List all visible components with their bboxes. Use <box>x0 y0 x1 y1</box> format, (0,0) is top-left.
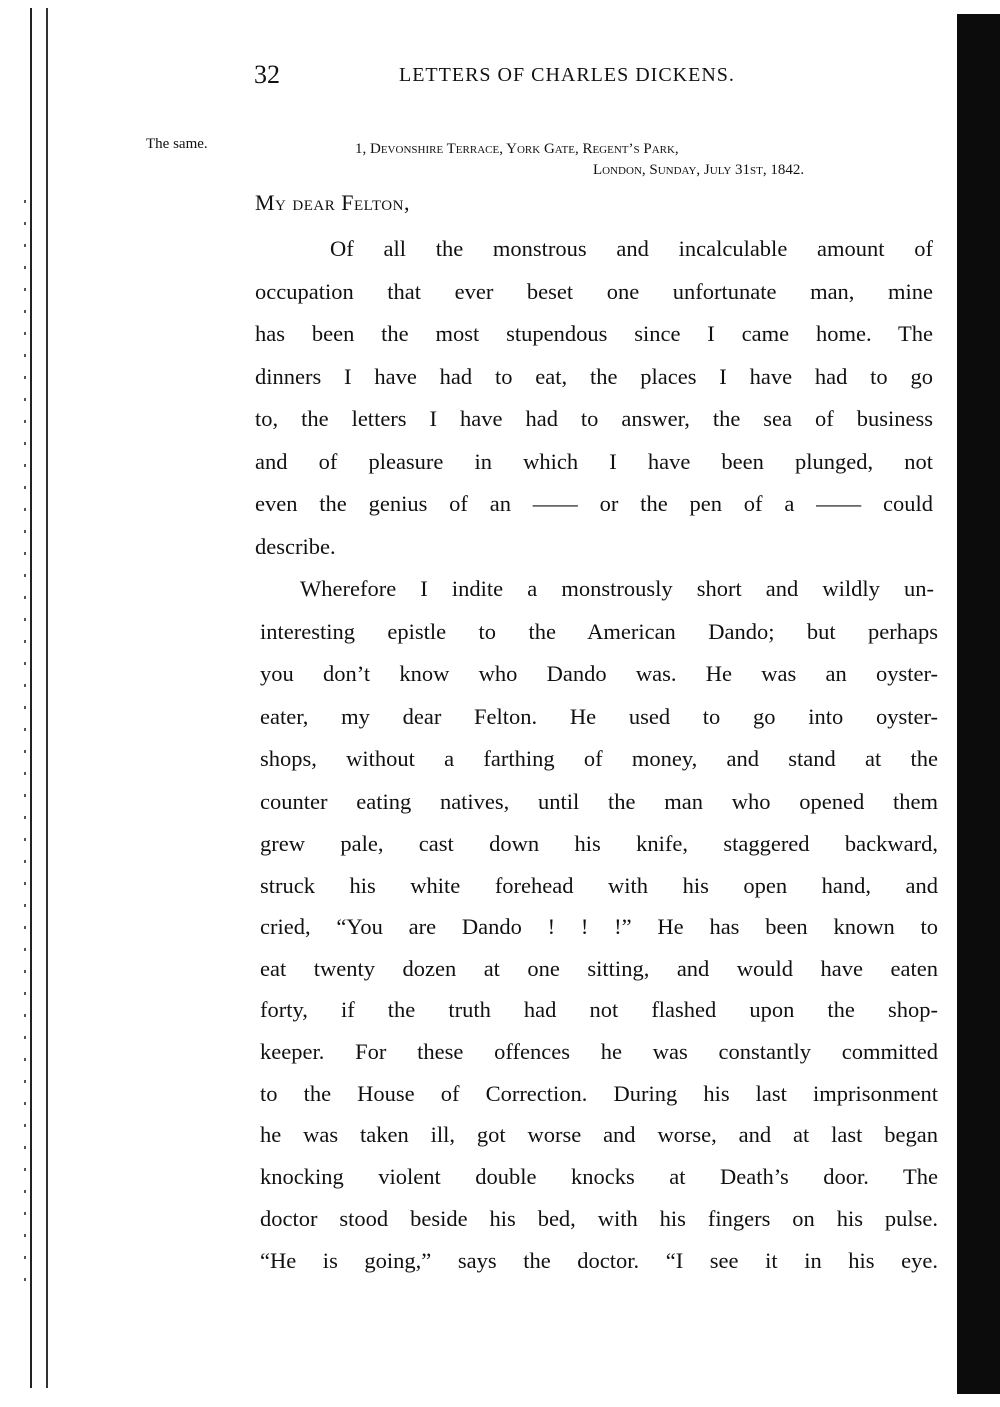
body-line: doctor stood beside his bed, with his fingers on his pulse. <box>260 1206 938 1231</box>
page-edge-right-shadow <box>957 14 1000 1394</box>
body-line: “He is going,” says the doctor. “I see it in his eye. <box>260 1248 938 1273</box>
body-line: knocking violent double knocks at Death’s door. The <box>260 1164 938 1189</box>
body-line: interesting epistle to the American Dando; but perhaps <box>260 619 938 644</box>
body-line: you don’t know who Dando was. He was an oyster- <box>260 661 938 686</box>
address-line-1: 1, Devonshire Terrace, York Gate, Regent’s Park, <box>355 141 679 157</box>
body-line: forty, if the truth had not flashed upon the shop- <box>260 997 938 1022</box>
body-line: struck his white forehead with his open hand, and <box>260 873 938 898</box>
body-line: eat twenty dozen at one sitting, and would have eaten <box>260 956 938 981</box>
page-number: 32 <box>254 60 280 89</box>
body-line: has been the most stupendous since I came home. The <box>255 321 933 346</box>
page-edge-left-specks <box>24 200 26 1300</box>
running-title: LETTERS OF CHARLES DICKENS. <box>399 64 735 86</box>
body-line: describe. <box>255 534 336 559</box>
body-line: grew pale, cast down his knife, staggered backward, <box>260 831 938 856</box>
body-line: dinners I have had to eat, the places I have had to go <box>255 364 933 389</box>
address-line-2: London, Sunday, July 31st, 1842. <box>593 162 805 178</box>
body-line: even the genius of an —— or the pen of a —— could <box>255 491 933 516</box>
body-line: occupation that ever beset one unfortunate man, mine <box>255 279 933 304</box>
salutation: My dear Felton, <box>255 190 410 215</box>
body-line: counter eating natives, until the man who opened them <box>260 789 938 814</box>
margin-note: The same. <box>146 136 208 152</box>
body-line: cried, “You are Dando ! ! !” He has been known to <box>260 914 938 939</box>
body-line: Of all the monstrous and incalculable amount of <box>330 236 933 261</box>
body-line: eater, my dear Felton. He used to go into oyster- <box>260 704 938 729</box>
body-line: shops, without a farthing of money, and stand at the <box>260 746 938 771</box>
body-line: keeper. For these offences he was constantly committed <box>260 1039 938 1064</box>
body-line: he was taken ill, got worse and worse, and at last began <box>260 1122 938 1147</box>
body-line: and of pleasure in which I have been plunged, not <box>255 449 933 474</box>
body-line: to the House of Correction. During his last imprisonment <box>260 1081 938 1106</box>
page-edge-left-line <box>30 8 32 1388</box>
page-edge-left-line-inner <box>46 8 48 1388</box>
body-line: to, the letters I have had to answer, the sea of business <box>255 406 933 431</box>
body-line: Wherefore I indite a monstrously short and wildly un- <box>300 576 934 601</box>
